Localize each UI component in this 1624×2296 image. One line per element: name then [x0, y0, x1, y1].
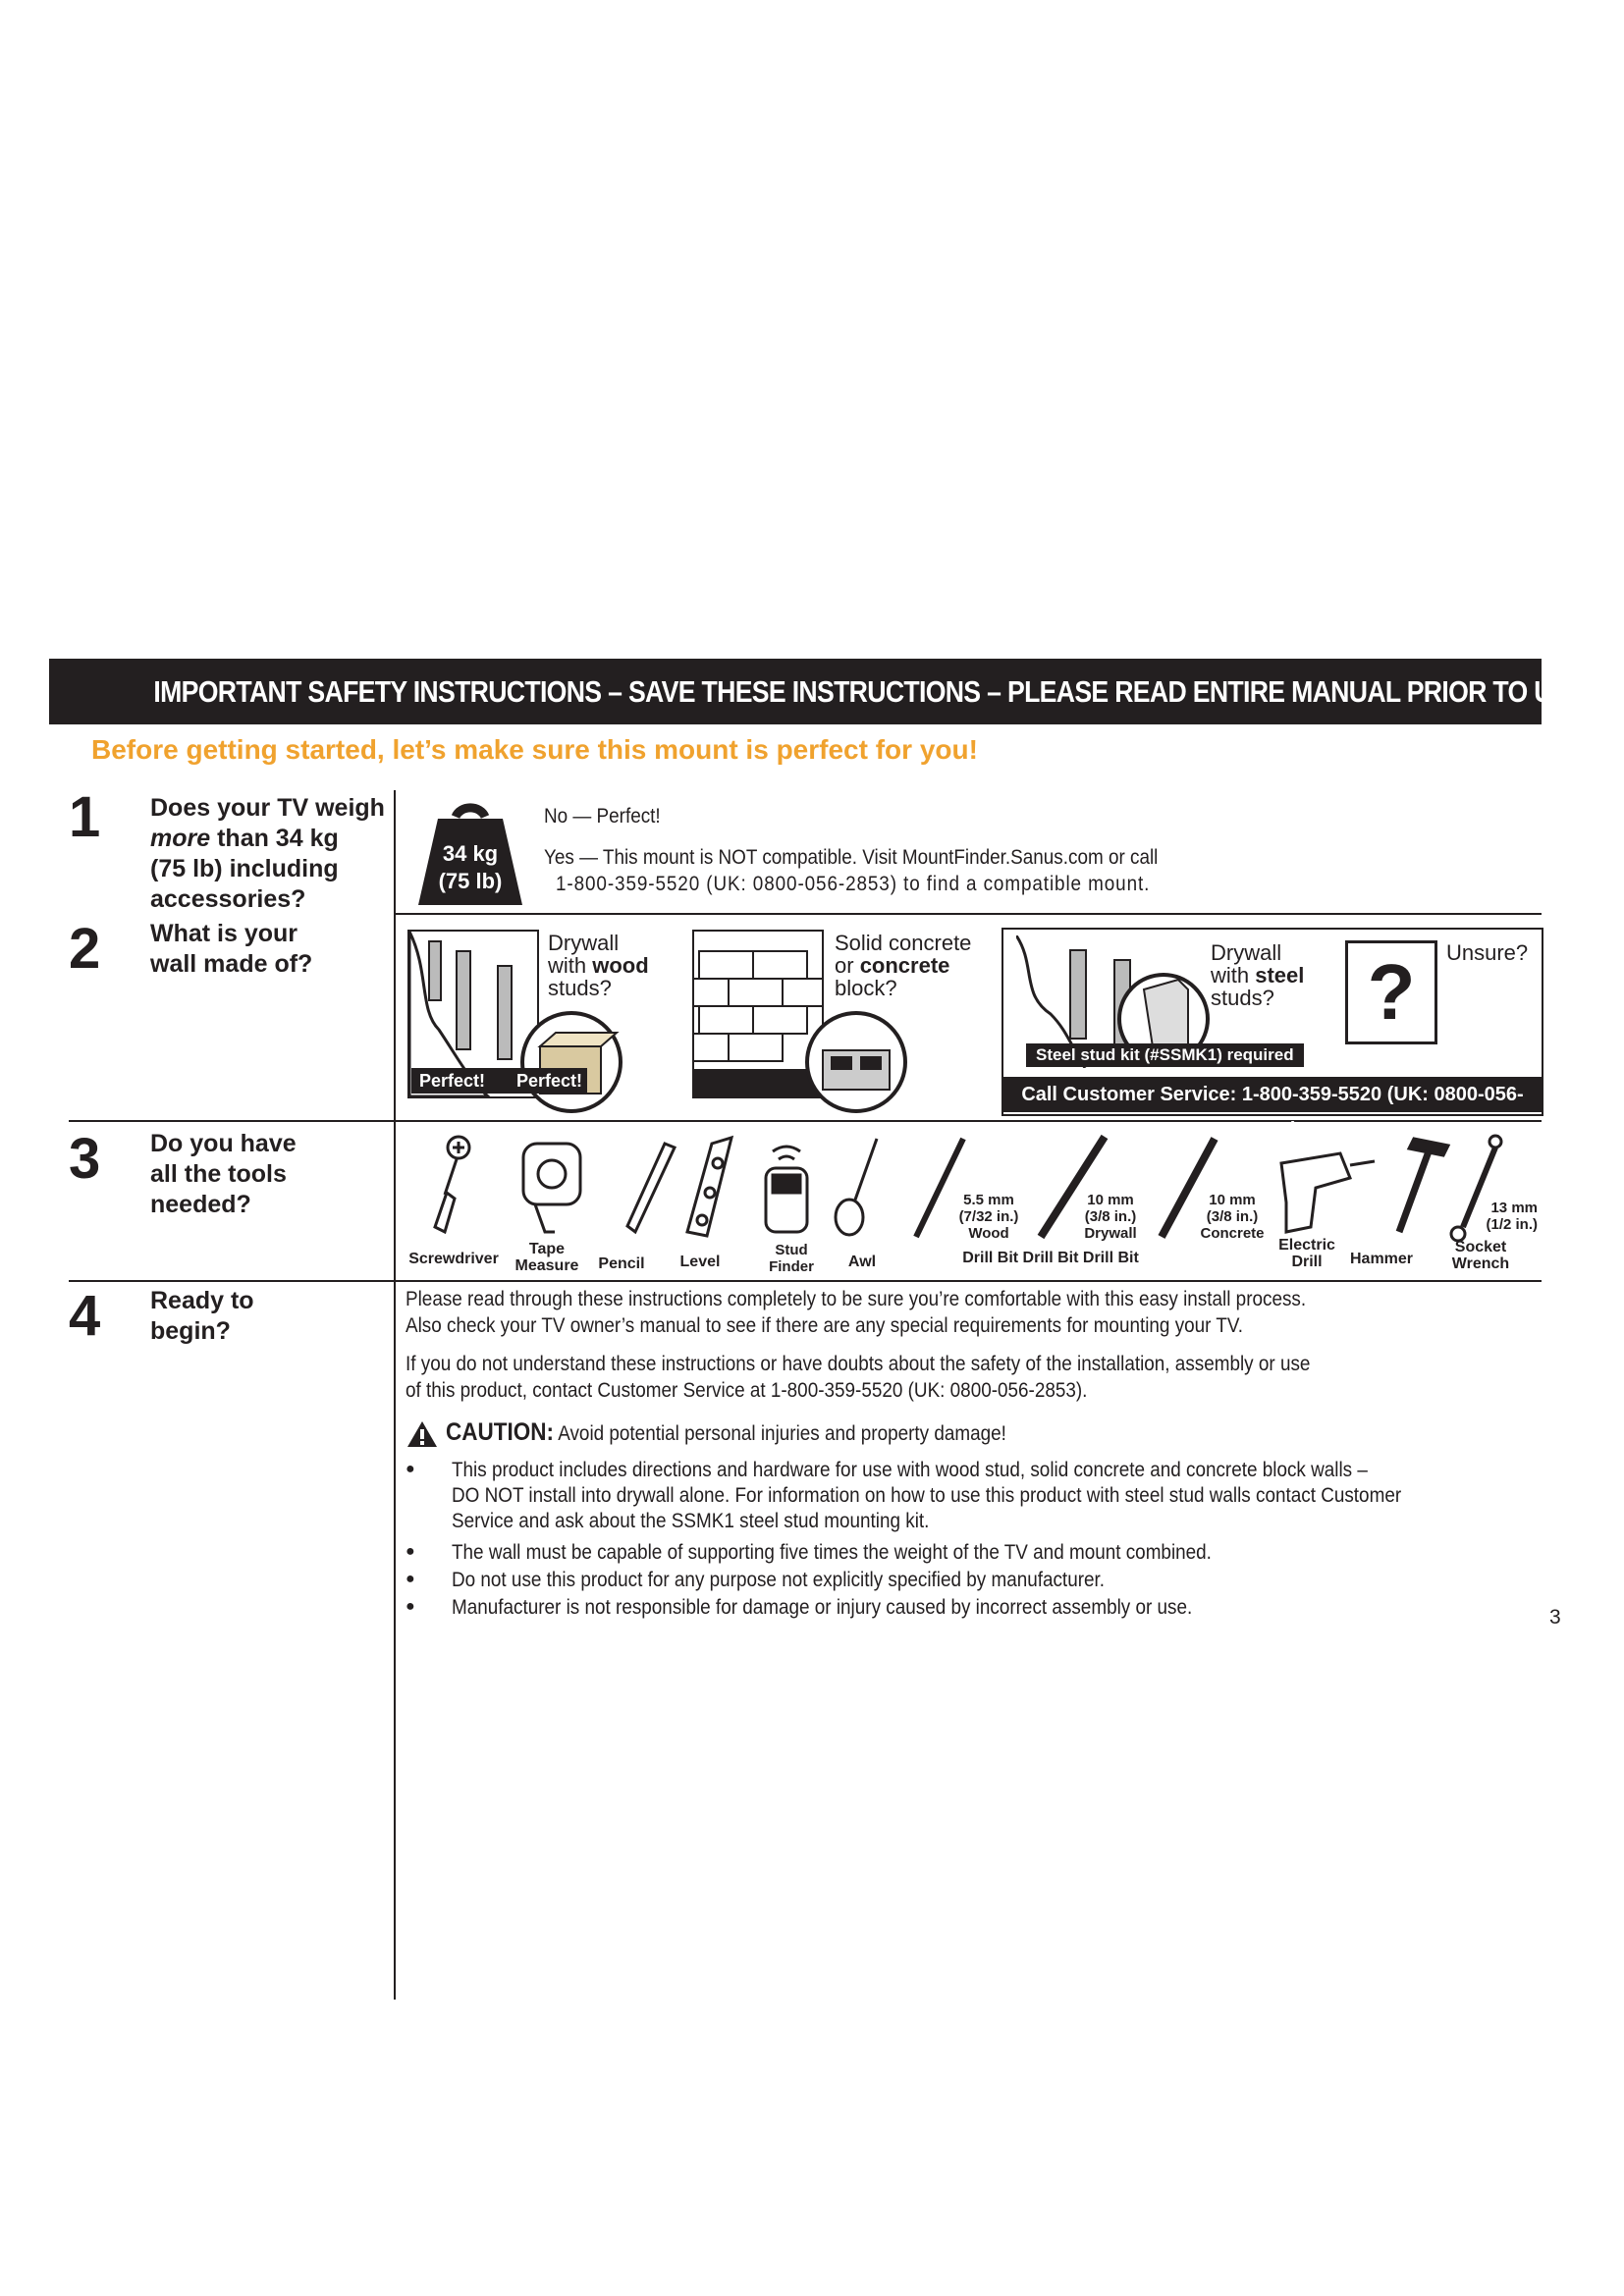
step-3-number: 3 — [69, 1127, 101, 1191]
bullet-dot: ● — [406, 1598, 415, 1615]
row-separator-2 — [69, 1120, 1542, 1122]
step-4-number: 4 — [69, 1284, 101, 1348]
steel-wall-label: Drywall with steel studs? — [1211, 940, 1305, 1010]
concrete-wall-label: Solid concrete or concrete block? — [835, 931, 972, 1000]
row-separator-1 — [394, 913, 1542, 915]
doubts-line-2: of this product, contact Customer Service at 1-800-359-5520 (UK: 0800-056-2853). — [406, 1379, 1088, 1402]
step-2-question: What is your wall made of? — [150, 920, 313, 978]
call-customer-service-bar: Call Customer Service: 1-800-359-5520 (UK: 0800-056-2853) — [1003, 1077, 1542, 1112]
bullet-3: Do not use this product for any purpose not explicitly specified by manufacturer. — [452, 1569, 1106, 1591]
level-label: Level — [679, 1254, 721, 1270]
question-mark-icon: ? — [1345, 940, 1437, 1044]
wood-stud-closeup — [518, 1009, 624, 1115]
step-1-question: Does your TV weigh more than 34 kg (75 lb) including accessories? — [150, 794, 385, 913]
step-1-yes-line1: Yes — This mount is NOT compatible. Visit MountFinder.Sanus.com or call — [544, 846, 1159, 869]
bullet-1-line-1: This product includes directions and hardware for use with wood stud, solid concrete and concrete block walls – — [452, 1459, 1368, 1481]
step-1-yes-line2: 1-800-359-5520 (UK: 0800-056-2853) to find a compatible mount. — [556, 873, 1151, 895]
step-3-question: Do you have all the tools needed? — [150, 1130, 297, 1218]
drill-bit-concrete-label: 10 mm (3/8 in.) Concrete — [1200, 1192, 1265, 1242]
intro-line-2: Also check your TV owner’s manual to see if there are any special requirements for mounting your TV. — [406, 1314, 1244, 1337]
bullet-dot: ● — [406, 1461, 415, 1477]
concrete-block-closeup — [803, 1009, 909, 1115]
tape-measure-label: Tape Measure — [514, 1241, 579, 1274]
step-1-number: 1 — [69, 785, 101, 849]
bullet-4: Manufacturer is not responsible for damage or injury caused by incorrect assembly or use. — [452, 1596, 1193, 1619]
weight-kg: 34 kg — [442, 841, 499, 866]
awl-label: Awl — [847, 1254, 877, 1270]
unsure-label: Unsure? — [1446, 940, 1529, 965]
socket-size-label: 13 mm (1/2 in.) — [1486, 1200, 1538, 1233]
perfect-tag-wood: Perfect! — [411, 1068, 528, 1094]
row-separator-3 — [69, 1280, 1542, 1282]
bullet-dot: ● — [406, 1543, 415, 1560]
pencil-label: Pencil — [598, 1255, 645, 1272]
socket-wrench-label: Socket Wrench — [1451, 1239, 1510, 1272]
banner-text: IMPORTANT SAFETY INSTRUCTIONS – SAVE THESE INSTRUCTIONS – PLEASE READ ENTIRE MANUAL PRIOR TO USE — [153, 674, 1587, 709]
drill-bit-drywall-label: 10 mm (3/8 in.) Drywall — [1084, 1192, 1137, 1242]
hammer-label: Hammer — [1349, 1251, 1414, 1267]
page-number: 3 — [1549, 1606, 1561, 1629]
wood-wall-label: Drywall with wood studs? — [548, 931, 649, 1000]
caution-line: CAUTION: Avoid potential personal injuries and property damage! — [446, 1418, 1006, 1446]
intro-line-1: Please read through these instructions completely to be sure you’re comfortable with this easy install process. — [406, 1288, 1307, 1310]
bullet-dot: ● — [406, 1571, 415, 1587]
drill-bits-caption: Drill Bit Drill Bit Drill Bit — [962, 1250, 1139, 1266]
steel-kit-tag: Steel stud kit (#SSMK1) required — [1026, 1043, 1304, 1067]
bullet-2: The wall must be capable of supporting five times the weight of the TV and mount combined. — [452, 1541, 1212, 1564]
step-2-number: 2 — [69, 917, 101, 981]
warning-icon — [406, 1420, 438, 1448]
doubts-line-1: If you do not understand these instructions or have doubts about the safety of the installation, assembly or use — [406, 1353, 1311, 1375]
subheading: Before getting started, let’s make sure this mount is perfect for you! — [91, 734, 978, 765]
bullet-1-line-2: DO NOT install into drywall alone. For information on how to use this product with steel stud walls contact Customer — [452, 1484, 1402, 1507]
step-4-question: Ready to begin? — [150, 1287, 254, 1345]
bullet-1-line-3: Service and ask about the SSMK1 steel stud mounting kit. — [452, 1510, 930, 1532]
drill-bit-wood-label: 5.5 mm (7/32 in.) Wood — [958, 1192, 1019, 1242]
screwdriver-label: Screwdriver — [408, 1251, 499, 1267]
electric-drill-label: Electric Drill — [1278, 1237, 1335, 1270]
perfect-tag-concrete: Perfect! — [511, 1068, 587, 1094]
step-1-no: No — Perfect! — [544, 805, 661, 828]
weight-lb: (75 lb) — [438, 869, 503, 893]
stud-finder-label: Stud Finder — [769, 1242, 814, 1275]
weight-icon — [416, 797, 524, 907]
column-divider — [394, 790, 396, 2000]
safety-banner — [49, 659, 1587, 724]
